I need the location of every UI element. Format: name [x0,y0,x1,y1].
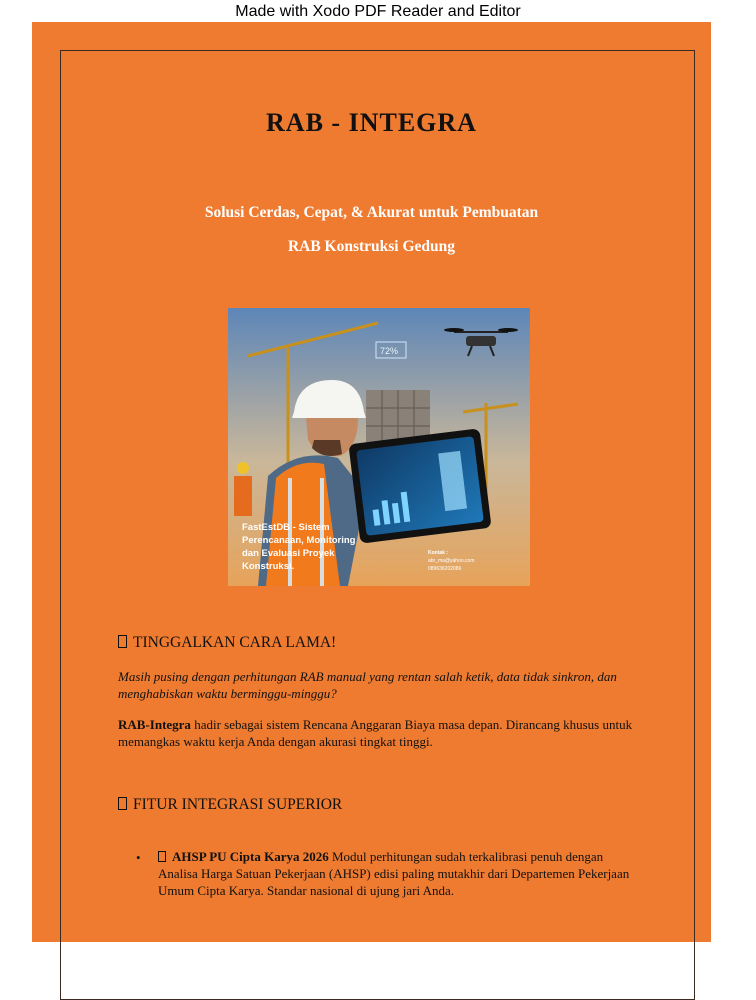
intro-question: Masih pusing dengan perhitungan RAB manual yang rentan salah ketik, data tidak sinkron, dan menghabiskan waktu berminggu-minggu? [118,669,617,701]
hero-caption-line: dan Evaluasi Proyek [242,548,335,559]
hero-caption-line: Perencanaan, Monitoring [242,535,356,546]
document-title: RAB - INTEGRA [266,108,477,137]
hero-caption-line: FastEstDB - Sistem [242,522,330,533]
list-item [158,848,638,899]
app-banner: Made with Xodo PDF Reader and Editor [235,3,521,20]
hero-contact-label: Kontak : [428,550,448,556]
section-heading-text: FITUR INTEGRASI SUPERIOR [133,796,343,813]
hero-image [228,308,530,586]
section-heading [118,796,342,814]
tablet-icon [348,428,491,543]
intro-paragraph-text: hadir sebagai sistem Rencana Anggaran Biaya masa depan. Dirancang khusus untuk memangkas waktu kerja Anda dengan akurasi tingkat tinggi. [118,717,633,749]
subtitle-line-1: Solusi Cerdas, Cepat, & Akurat untuk Pembuatan [204,204,539,221]
product-name: RAB-Integra [118,717,191,732]
feature-title: AHSP PU Cipta Karya 2026 [172,849,329,864]
intro-paragraph [118,716,638,750]
bullet-icon: • [136,850,141,865]
missing-glyph-icon [158,851,166,862]
pdf-page [32,22,711,942]
hero-contact-line: abr_ma@yahoo.com [428,558,475,564]
section-heading-text: TINGGALKAN CARA LAMA! [133,634,337,651]
hero-contact-line: 089636202086 [428,566,462,572]
feature-text: Modul perhitungan sudah terkalibrasi penuh dengan Analisa Harga Satuan Pekerjaan (AHSP) edisi paling mutakhir dari Departemen Pekerjaan Umum Cipta Karya. Standar nasional di ujung jari Anda. [158,849,630,898]
hologram-badge-text: 72% [380,346,399,356]
missing-glyph-icon [118,797,127,810]
subtitle-line-2: RAB Konstruksi Gedung [287,238,456,255]
hero-caption-line: Konstruksi. [242,561,295,572]
section-heading [118,634,336,652]
missing-glyph-icon [118,635,127,648]
